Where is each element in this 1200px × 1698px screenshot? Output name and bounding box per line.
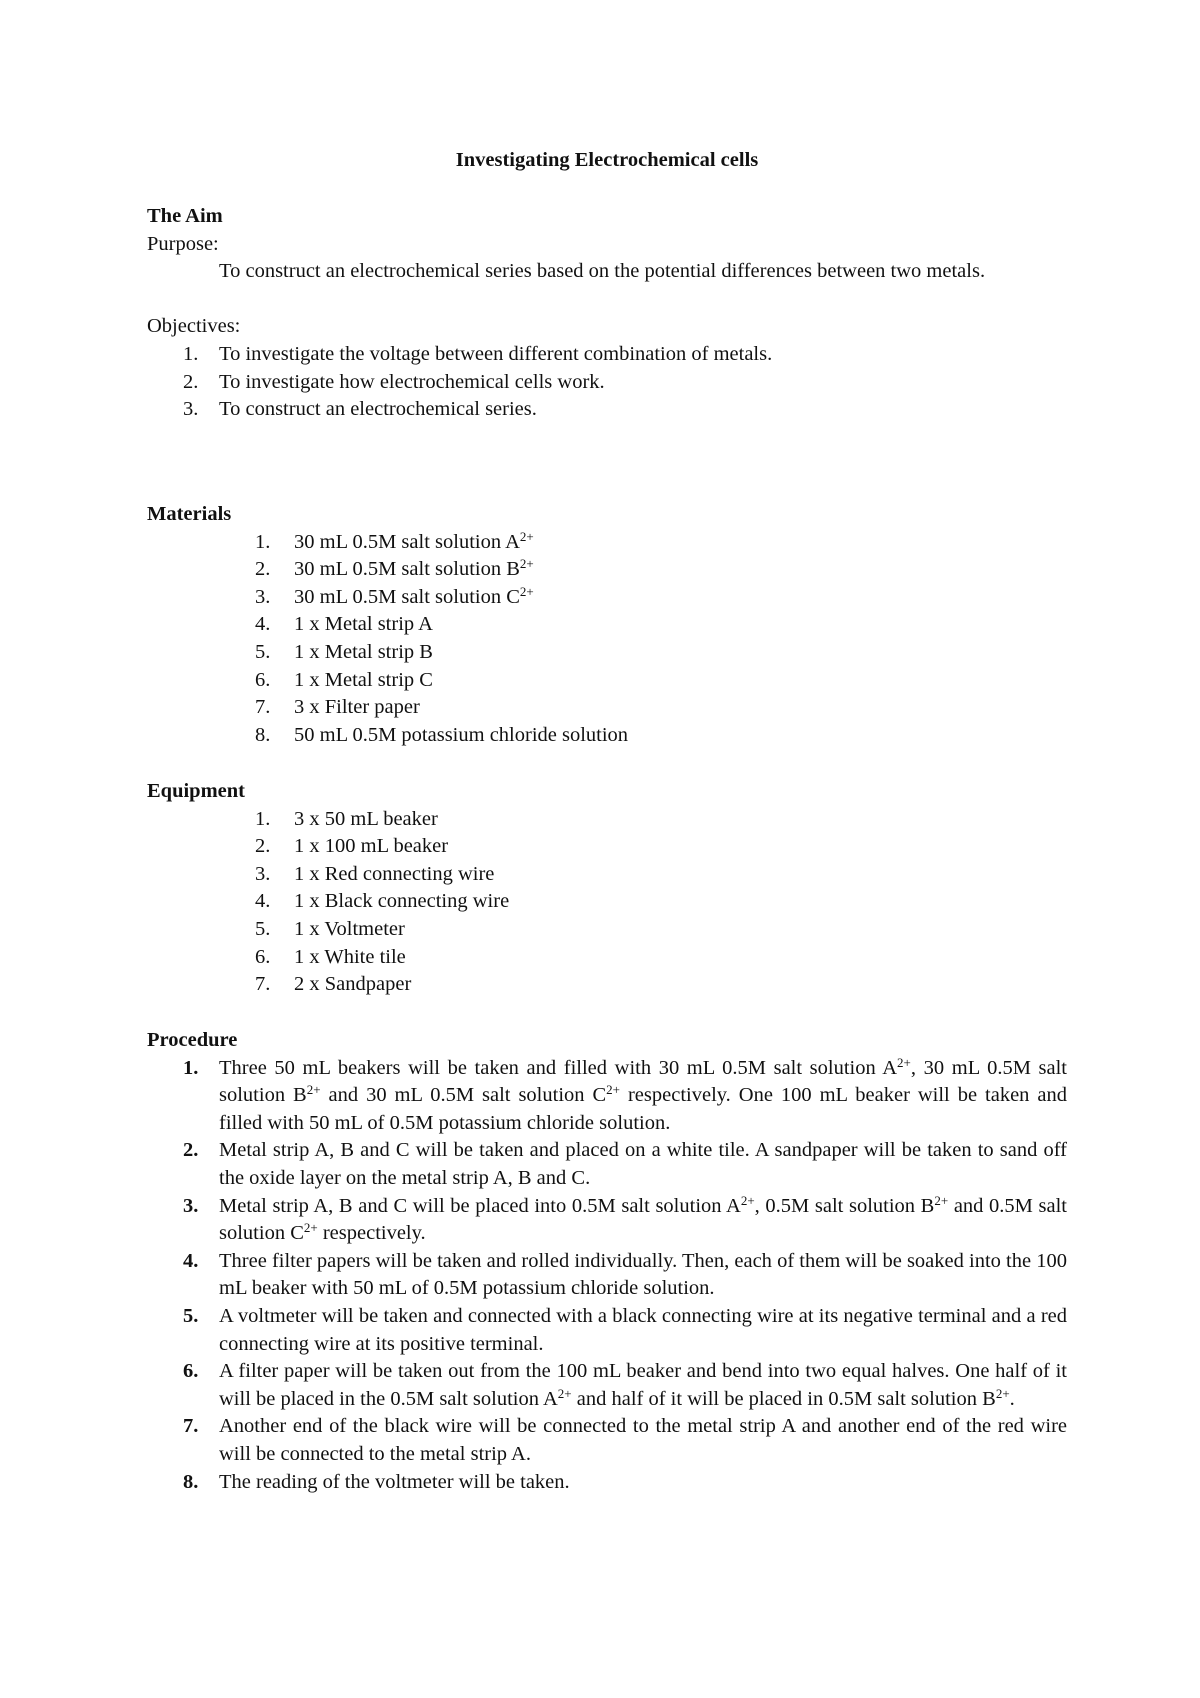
list-item-text: 30 mL 0.5M salt solution B	[294, 558, 520, 581]
charge-superscript: 2+	[606, 1082, 621, 1098]
list-item	[147, 944, 1067, 972]
list-item	[147, 888, 1067, 916]
list-item-number: 1.	[183, 342, 199, 365]
procedure-step-number: 7.	[183, 1415, 199, 1438]
procedure-step	[147, 1303, 1067, 1358]
list-item-text: 30 mL 0.5M salt solution C	[294, 585, 520, 608]
procedure-step	[147, 1358, 1067, 1413]
list-item	[147, 396, 1067, 424]
list-item	[147, 369, 1067, 397]
procedure-step-text: Metal strip A, B and C will be placed into 0.5M salt solution A	[219, 1194, 741, 1217]
procedure-step-text: , 0.5M salt solution B	[754, 1194, 935, 1217]
objectives-label: Objectives:	[147, 315, 241, 338]
materials-list	[147, 529, 1067, 750]
aim-heading: The Aim	[147, 205, 223, 227]
list-item-number: 2.	[255, 558, 271, 581]
charge-superscript: 2+	[306, 1082, 321, 1098]
list-item-number: 5.	[255, 640, 271, 663]
procedure-section	[147, 1027, 1067, 1496]
charge-superscript: 2+	[519, 528, 534, 544]
list-item-text: 1 x Voltmeter	[294, 917, 405, 940]
aim-section	[147, 203, 1067, 424]
purpose-text: To construct an electrochemical series based on the potential differences between two metals.	[219, 260, 986, 283]
procedure-step-text: Three 50 mL beakers will be taken and filled with 30 mL 0.5M salt solution A	[219, 1056, 898, 1079]
list-item-text: To investigate the voltage between different combination of metals.	[219, 342, 773, 365]
equipment-list	[147, 806, 1067, 999]
list-item	[147, 694, 1067, 722]
list-item-text: 1 x 100 mL beaker	[294, 835, 449, 858]
list-item	[147, 556, 1067, 584]
list-item	[147, 341, 1067, 369]
list-item-number: 2.	[183, 370, 199, 393]
procedure-heading: Procedure	[147, 1029, 238, 1051]
procedure-step	[147, 1248, 1067, 1303]
list-item-number: 7.	[255, 696, 271, 719]
list-item-number: 2.	[255, 835, 271, 858]
materials-heading: Materials	[147, 503, 232, 525]
list-item-number: 6.	[255, 668, 271, 691]
list-item-number: 5.	[255, 917, 271, 940]
list-item-number: 4.	[255, 890, 271, 913]
list-item-text: 1 x Metal strip B	[294, 640, 433, 663]
procedure-step-number: 1.	[183, 1056, 199, 1079]
procedure-step-text: and 0.5M salt solution C	[219, 1194, 1067, 1245]
list-item-number: 1.	[255, 807, 271, 830]
list-item-text: 1 x Black connecting wire	[294, 890, 510, 913]
charge-superscript: 2+	[995, 1385, 1010, 1401]
charge-superscript: 2+	[557, 1385, 572, 1401]
charge-superscript: 2+	[303, 1220, 318, 1236]
list-item-text: 50 mL 0.5M potassium chloride solution	[294, 723, 629, 746]
procedure-step-number: 2.	[183, 1139, 199, 1162]
procedure-step-text: Three filter papers will be taken and rolled individually. Then, each of them will be soaked into the 100 mL beaker with 50 mL of 0.5M potassium chloride solution.	[219, 1249, 1067, 1300]
procedure-step-number: 4.	[183, 1249, 199, 1272]
list-item	[147, 861, 1067, 889]
equipment-heading: Equipment	[147, 780, 245, 802]
procedure-step-text: A voltmeter will be taken and connected with a black connecting wire at its negative terminal and a red connecting wire at its positive terminal.	[219, 1304, 1067, 1355]
equipment-section	[147, 778, 1067, 999]
procedure-step-text: and half of it will be placed in 0.5M salt solution B	[571, 1387, 996, 1410]
procedure-step-text: respectively.	[317, 1222, 426, 1245]
materials-section	[147, 501, 1067, 749]
list-item	[147, 722, 1067, 750]
procedure-step-number: 3.	[183, 1194, 199, 1217]
procedure-step	[147, 1193, 1067, 1248]
list-item-number: 1.	[255, 530, 271, 553]
charge-superscript: 2+	[740, 1192, 755, 1208]
purpose-label: Purpose:	[147, 232, 219, 255]
charge-superscript: 2+	[519, 583, 534, 599]
procedure-step	[147, 1469, 1067, 1497]
procedure-step-text: .	[1009, 1387, 1015, 1410]
charge-superscript: 2+	[934, 1192, 949, 1208]
procedure-step	[147, 1055, 1067, 1138]
list-item	[147, 529, 1067, 557]
list-item-number: 3.	[183, 398, 199, 421]
list-item-text: 1 x White tile	[294, 945, 406, 968]
charge-superscript: 2+	[897, 1054, 911, 1070]
list-item-text: 3 x Filter paper	[294, 696, 420, 719]
list-item	[147, 806, 1067, 834]
spacer	[147, 286, 1067, 314]
list-item-text: 1 x Red connecting wire	[294, 862, 495, 885]
document-page	[147, 0, 1067, 1698]
list-item-text: 1 x Metal strip A	[294, 613, 433, 636]
procedure-list	[147, 1055, 1067, 1497]
procedure-step-text: and 30 mL 0.5M salt solution C	[320, 1084, 607, 1107]
list-item-number: 6.	[255, 945, 271, 968]
document-title: Investigating Electrochemical cells	[455, 149, 759, 171]
charge-superscript: 2+	[519, 556, 534, 572]
list-item	[147, 971, 1067, 999]
procedure-step-number: 8.	[183, 1470, 199, 1493]
list-item-text: 2 x Sandpaper	[294, 973, 412, 996]
objectives-list	[147, 341, 1067, 424]
procedure-step-text: , 30 mL 0.5M salt solution B	[219, 1056, 1068, 1107]
list-item-text: 30 mL 0.5M salt solution A	[294, 530, 520, 553]
list-item-text: 1 x Metal strip C	[294, 668, 433, 691]
procedure-step-number: 5.	[183, 1304, 199, 1327]
list-item-text: 3 x 50 mL beaker	[294, 807, 438, 830]
list-item	[147, 667, 1067, 695]
list-item	[147, 639, 1067, 667]
procedure-step-text: Another end of the black wire will be connected to the metal strip A and another end of the red wire will be connected to the metal strip A.	[219, 1415, 1067, 1465]
procedure-step-text: The reading of the voltmeter will be taken.	[219, 1470, 570, 1493]
list-item-number: 7.	[255, 973, 271, 996]
list-item-number: 3.	[255, 862, 271, 885]
list-item-number: 3.	[255, 585, 271, 608]
list-item	[147, 584, 1067, 612]
list-item-number: 4.	[255, 613, 271, 636]
list-item-text: To construct an electrochemical series.	[219, 398, 537, 421]
procedure-step-text: respectively. One 100 mL beaker will be taken and filled with 50 mL of 0.5M potassium chloride solution.	[219, 1084, 1067, 1134]
procedure-step-text: A filter paper will be taken out from the 100 mL beaker and bend into two equal halves. One half of it will be placed in the 0.5M salt solution A	[219, 1360, 1067, 1410]
list-item	[147, 611, 1067, 639]
list-item	[147, 833, 1067, 861]
procedure-step	[147, 1137, 1067, 1192]
list-item-text: To investigate how electrochemical cells work.	[219, 370, 605, 393]
list-item	[147, 916, 1067, 944]
procedure-step-number: 6.	[183, 1360, 199, 1383]
procedure-step-text: Metal strip A, B and C will be taken and placed on a white tile. A sandpaper will be taken to sand off the oxide layer on the metal strip A, B and C.	[219, 1139, 1067, 1189]
list-item-number: 8.	[255, 723, 271, 746]
procedure-step	[147, 1413, 1067, 1468]
